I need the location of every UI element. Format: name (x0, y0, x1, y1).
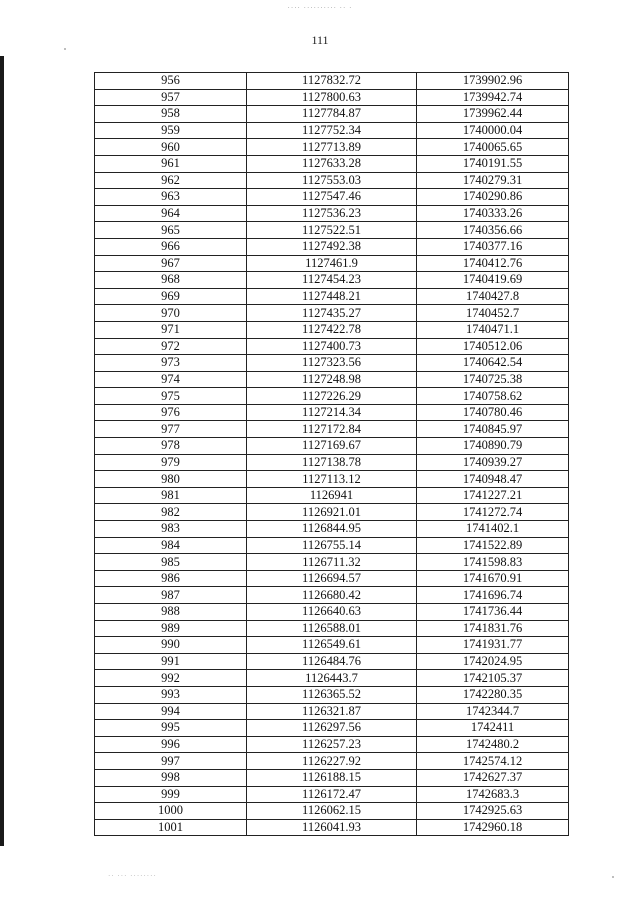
header-scan-noise: ···· ·········· ·· · (287, 4, 353, 12)
y-coordinate-cell: 1740452.7 (417, 305, 569, 322)
y-coordinate-cell: 1740948.47 (417, 471, 569, 488)
point-number-cell: 961 (95, 155, 247, 172)
x-coordinate-cell: 1127784.87 (247, 106, 417, 123)
page-number: 111 (311, 33, 329, 47)
point-number-cell: 1001 (95, 819, 247, 836)
y-coordinate-cell: 1741670.91 (417, 570, 569, 587)
x-coordinate-cell: 1127448.21 (247, 288, 417, 305)
footer-scan-noise: ·· ··· ········ (108, 872, 157, 880)
table-row (95, 637, 569, 654)
y-coordinate-cell: 1740780.46 (417, 404, 569, 421)
point-number-cell: 971 (95, 321, 247, 338)
table-row (95, 703, 569, 720)
x-coordinate-cell: 1126755.14 (247, 537, 417, 554)
point-number-cell: 979 (95, 454, 247, 471)
table-row (95, 355, 569, 372)
point-number-cell: 992 (95, 670, 247, 687)
x-coordinate-cell: 1126188.15 (247, 769, 417, 786)
x-coordinate-cell: 1126680.42 (247, 587, 417, 604)
table-row (95, 404, 569, 421)
y-coordinate-cell: 1739962.44 (417, 106, 569, 123)
table-row (95, 554, 569, 571)
table-row (95, 620, 569, 637)
x-coordinate-cell: 1127547.46 (247, 189, 417, 206)
point-number-cell: 985 (95, 554, 247, 571)
x-coordinate-cell: 1127536.23 (247, 205, 417, 222)
y-coordinate-cell: 1742344.7 (417, 703, 569, 720)
x-coordinate-cell: 1126172.47 (247, 786, 417, 803)
table-row (95, 139, 569, 156)
point-number-cell: 967 (95, 255, 247, 272)
table-row (95, 73, 569, 90)
y-coordinate-cell: 1740512.06 (417, 338, 569, 355)
table-row (95, 122, 569, 139)
point-number-cell: 964 (95, 205, 247, 222)
x-coordinate-cell: 1126365.52 (247, 686, 417, 703)
point-number-cell: 962 (95, 172, 247, 189)
point-number-cell: 990 (95, 637, 247, 654)
y-coordinate-cell: 1740333.26 (417, 205, 569, 222)
x-coordinate-cell: 1127522.51 (247, 222, 417, 239)
point-number-cell: 970 (95, 305, 247, 322)
table-row (95, 106, 569, 123)
x-coordinate-cell: 1127226.29 (247, 388, 417, 405)
y-coordinate-cell: 1741696.74 (417, 587, 569, 604)
x-coordinate-cell: 1127752.34 (247, 122, 417, 139)
table-row (95, 189, 569, 206)
y-coordinate-cell: 1742411 (417, 720, 569, 737)
table-row (95, 487, 569, 504)
point-number-cell: 976 (95, 404, 247, 421)
point-number-cell: 966 (95, 238, 247, 255)
table-row (95, 653, 569, 670)
x-coordinate-cell: 1126844.95 (247, 521, 417, 538)
point-number-cell: 997 (95, 753, 247, 770)
y-coordinate-cell: 1741272.74 (417, 504, 569, 521)
y-coordinate-cell: 1740412.76 (417, 255, 569, 272)
point-number-cell: 982 (95, 504, 247, 521)
table-row (95, 786, 569, 803)
y-coordinate-cell: 1740065.65 (417, 139, 569, 156)
y-coordinate-cell: 1739902.96 (417, 73, 569, 90)
point-number-cell: 983 (95, 521, 247, 538)
x-coordinate-cell: 1126297.56 (247, 720, 417, 737)
x-coordinate-cell: 1126640.63 (247, 604, 417, 621)
point-number-cell: 994 (95, 703, 247, 720)
x-coordinate-cell: 1127454.23 (247, 272, 417, 289)
y-coordinate-cell: 1740419.69 (417, 272, 569, 289)
table-row (95, 172, 569, 189)
point-number-cell: 956 (95, 73, 247, 90)
y-coordinate-cell: 1740290.86 (417, 189, 569, 206)
y-coordinate-cell: 1742960.18 (417, 819, 569, 836)
y-coordinate-cell: 1742574.12 (417, 753, 569, 770)
point-number-cell: 978 (95, 438, 247, 455)
x-coordinate-cell: 1127461.9 (247, 255, 417, 272)
x-coordinate-cell: 1126257.23 (247, 736, 417, 753)
x-coordinate-cell: 1127214.34 (247, 404, 417, 421)
x-coordinate-cell: 1127138.78 (247, 454, 417, 471)
x-coordinate-cell: 1127435.27 (247, 305, 417, 322)
table-row (95, 205, 569, 222)
table-row (95, 371, 569, 388)
x-coordinate-cell: 1127633.28 (247, 155, 417, 172)
x-coordinate-cell: 1127400.73 (247, 338, 417, 355)
binding-edge-bar (0, 56, 4, 846)
table-row (95, 438, 569, 455)
point-number-cell: 965 (95, 222, 247, 239)
point-number-cell: 984 (95, 537, 247, 554)
y-coordinate-cell: 1740890.79 (417, 438, 569, 455)
table-row (95, 670, 569, 687)
point-number-cell: 981 (95, 487, 247, 504)
x-coordinate-cell: 1127248.98 (247, 371, 417, 388)
point-number-cell: 972 (95, 338, 247, 355)
x-coordinate-cell: 1126321.87 (247, 703, 417, 720)
y-coordinate-cell: 1740427.8 (417, 288, 569, 305)
x-coordinate-cell: 1126227.92 (247, 753, 417, 770)
y-coordinate-cell: 1741227.21 (417, 487, 569, 504)
scan-speck (64, 48, 66, 50)
table-row (95, 587, 569, 604)
x-coordinate-cell: 1127169.67 (247, 438, 417, 455)
point-number-cell: 957 (95, 89, 247, 106)
x-coordinate-cell: 1126694.57 (247, 570, 417, 587)
point-number-cell: 968 (95, 272, 247, 289)
point-number-cell: 999 (95, 786, 247, 803)
y-coordinate-cell: 1741598.83 (417, 554, 569, 571)
y-coordinate-cell: 1742024.95 (417, 653, 569, 670)
table-row (95, 521, 569, 538)
point-number-cell: 973 (95, 355, 247, 372)
point-number-cell: 996 (95, 736, 247, 753)
point-number-cell: 995 (95, 720, 247, 737)
x-coordinate-cell: 1127832.72 (247, 73, 417, 90)
x-coordinate-cell: 1127172.84 (247, 421, 417, 438)
table-row (95, 570, 569, 587)
table-row (95, 504, 569, 521)
x-coordinate-cell: 1126588.01 (247, 620, 417, 637)
table-row (95, 272, 569, 289)
point-number-cell: 960 (95, 139, 247, 156)
y-coordinate-cell: 1740377.16 (417, 238, 569, 255)
table-row (95, 238, 569, 255)
x-coordinate-cell: 1127553.03 (247, 172, 417, 189)
x-coordinate-cell: 1126484.76 (247, 653, 417, 670)
table-row (95, 454, 569, 471)
x-coordinate-cell: 1127323.56 (247, 355, 417, 372)
x-coordinate-cell: 1126711.32 (247, 554, 417, 571)
table-row (95, 803, 569, 820)
x-coordinate-cell: 1127800.63 (247, 89, 417, 106)
y-coordinate-cell: 1741931.77 (417, 637, 569, 654)
y-coordinate-cell: 1740356.66 (417, 222, 569, 239)
table-row (95, 769, 569, 786)
point-number-cell: 991 (95, 653, 247, 670)
y-coordinate-cell: 1740471.1 (417, 321, 569, 338)
table-row (95, 753, 569, 770)
table-row (95, 720, 569, 737)
y-coordinate-cell: 1740642.54 (417, 355, 569, 372)
y-coordinate-cell: 1742105.37 (417, 670, 569, 687)
point-number-cell: 974 (95, 371, 247, 388)
point-number-cell: 977 (95, 421, 247, 438)
point-number-cell: 998 (95, 769, 247, 786)
point-number-cell: 963 (95, 189, 247, 206)
y-coordinate-cell: 1739942.74 (417, 89, 569, 106)
table-row (95, 338, 569, 355)
y-coordinate-cell: 1740725.38 (417, 371, 569, 388)
y-coordinate-cell: 1741402.1 (417, 521, 569, 538)
point-number-cell: 1000 (95, 803, 247, 820)
table-row (95, 421, 569, 438)
y-coordinate-cell: 1741831.76 (417, 620, 569, 637)
scan-speck (612, 876, 614, 878)
point-number-cell: 989 (95, 620, 247, 637)
y-coordinate-cell: 1740000.04 (417, 122, 569, 139)
x-coordinate-cell: 1126041.93 (247, 819, 417, 836)
y-coordinate-cell: 1742480.2 (417, 736, 569, 753)
table-row (95, 736, 569, 753)
coordinate-table (94, 72, 569, 836)
point-number-cell: 969 (95, 288, 247, 305)
y-coordinate-cell: 1742627.37 (417, 769, 569, 786)
x-coordinate-cell: 1127422.78 (247, 321, 417, 338)
x-coordinate-cell: 1126443.7 (247, 670, 417, 687)
x-coordinate-cell: 1127113.12 (247, 471, 417, 488)
table-row (95, 155, 569, 172)
table-row (95, 686, 569, 703)
y-coordinate-cell: 1742683.3 (417, 786, 569, 803)
table-row (95, 222, 569, 239)
table-row (95, 471, 569, 488)
table-row (95, 255, 569, 272)
point-number-cell: 980 (95, 471, 247, 488)
table-row (95, 89, 569, 106)
point-number-cell: 988 (95, 604, 247, 621)
point-number-cell: 958 (95, 106, 247, 123)
y-coordinate-cell: 1740845.97 (417, 421, 569, 438)
y-coordinate-cell: 1742280.35 (417, 686, 569, 703)
point-number-cell: 986 (95, 570, 247, 587)
point-number-cell: 987 (95, 587, 247, 604)
x-coordinate-cell: 1127713.89 (247, 139, 417, 156)
y-coordinate-cell: 1740279.31 (417, 172, 569, 189)
x-coordinate-cell: 1126549.61 (247, 637, 417, 654)
y-coordinate-cell: 1740191.55 (417, 155, 569, 172)
table-row (95, 819, 569, 836)
table-row (95, 305, 569, 322)
point-number-cell: 975 (95, 388, 247, 405)
y-coordinate-cell: 1741522.89 (417, 537, 569, 554)
x-coordinate-cell: 1126062.15 (247, 803, 417, 820)
y-coordinate-cell: 1740939.27 (417, 454, 569, 471)
x-coordinate-cell: 1126941 (247, 487, 417, 504)
coordinate-table-body (95, 73, 569, 836)
y-coordinate-cell: 1740758.62 (417, 388, 569, 405)
point-number-cell: 993 (95, 686, 247, 703)
y-coordinate-cell: 1741736.44 (417, 604, 569, 621)
x-coordinate-cell: 1127492.38 (247, 238, 417, 255)
y-coordinate-cell: 1742925.63 (417, 803, 569, 820)
table-row (95, 537, 569, 554)
table-row (95, 388, 569, 405)
point-number-cell: 959 (95, 122, 247, 139)
table-row (95, 288, 569, 305)
x-coordinate-cell: 1126921.01 (247, 504, 417, 521)
table-row (95, 604, 569, 621)
table-row (95, 321, 569, 338)
